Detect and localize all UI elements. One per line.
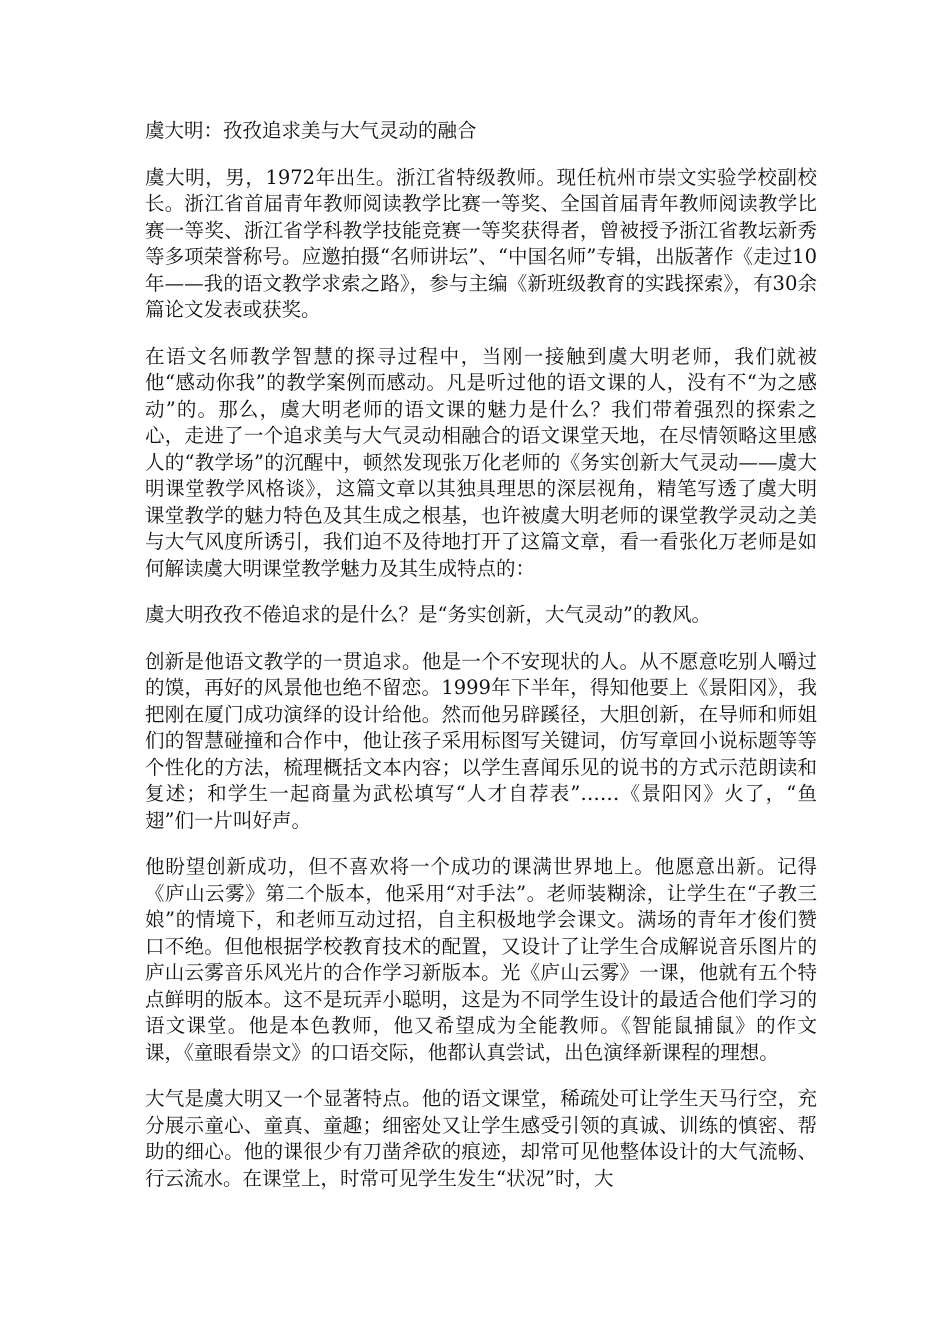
- document-page: [145, 118, 817, 1212]
- paragraph-biography: 虞大明，男，1972年出生。浙江省特级教师。现任杭州市崇文实验学校副校长。浙江省首届青年教师阅读教学比赛一等奖、全国首届青年教师阅读教学比赛一等奖、浙江省学科教学技能竞赛一等奖获得者，曾被授予浙江省教坛新秀等多项荣誉称号。应邀拍摄“名师讲坛”、“中国名师”专辑，出版著作《走过10年——我的语文教学求索之路》，参与主编《新班级教育的实践探索》，有30余篇论文发表或获奖。: [145, 165, 817, 321]
- document-title: 虞大明：孜孜追求美与大气灵动的融合: [145, 119, 477, 142]
- paragraph-innovation: 创新是他语文教学的一贯追求。他是一个不安现状的人。从不愿意吃别人嚼过的馍，再好的风景他也绝不留恋。1999年下半年，得知他要上《景阳冈》，我把刚在厦门成功演绎的设计给他。然而他另辟蹊径，大胆创新，在导师和师姐们的智慧碰撞和合作中，他让孩子采用标图写关键词，仿写章回小说标题等等个性化的方法，梳理概括文本内容；以学生喜闻乐见的说书的方式示范朗读和复述；和学生一起商量为武松填写“人才自荐表”……《景阳冈》火了，“鱼翅”们一片叫好声。: [145, 649, 817, 832]
- paragraph-grandeur: 大气是虞大明又一个显著特点。他的语文课堂，稀疏处可让学生天马行空，充分展示童心、童真、童趣；细密处又让学生感受引领的真诚、训练的慎密、帮助的细心。他的课很少有刀凿斧砍的痕迹，却常可见他整体设计的大气流畅、行云流水。在课堂上，时常可见学生发生“状况”时，大: [145, 1087, 817, 1190]
- paragraph-teaching-style: 虞大明孜孜不倦追求的是什么？是“务实创新，大气灵动”的教风。: [145, 603, 711, 626]
- paragraph-new-versions: 他盼望创新成功，但不喜欢将一个成功的课满世界地上。他愿意出新。记得《庐山云雾》第二个版本，他采用“对手法”。老师装糊涂，让学生在“子教三娘”的情境下，和老师互动过招，自主积极地学会课文。满场的青年才俊们赞口不绝。但他根据学校教育技术的配置，又设计了让学生合成解说音乐图片的庐山云雾音乐风光片的合作学习新版本。光《庐山云雾》一课，他就有五个特点鲜明的版本。这不是玩弄小聪明，这是为不同学生设计的最适合他们学习的语文课堂。他是本色教师，他又希望成为全能教师。《智能鼠捕鼠》的作文课，《童眼看崇文》的口语交际，他都认真尝试，出色演绎新课程的理想。: [145, 855, 817, 1064]
- paragraph-introduction: 在语文名师教学智慧的探寻过程中，当刚一接触到虞大明老师，我们就被他“感动你我”的教学案例而感动。凡是听过他的语文课的人，没有不“为之感动”的。那么，虞大明老师的语文课的魅力是什么？我们带着强烈的探索之心，走进了一个追求美与大气灵动相融合的语文课堂天地，在尽情领略这里感人的“教学场”的沉醒中，顿然发现张万化老师的《务实创新大气灵动——虞大明课堂教学风格谈》，这篇文章以其独具理思的深层视角，精笔写透了虞大明课堂教学的魅力特色及其生成之根基，也许被虞大明老师的课堂教学灵动之美与大气风度所诱引，我们迫不及待地打开了这篇文章，看一看张化万老师是如何解读虞大明课堂教学魅力及其生成特点的：: [145, 344, 817, 580]
